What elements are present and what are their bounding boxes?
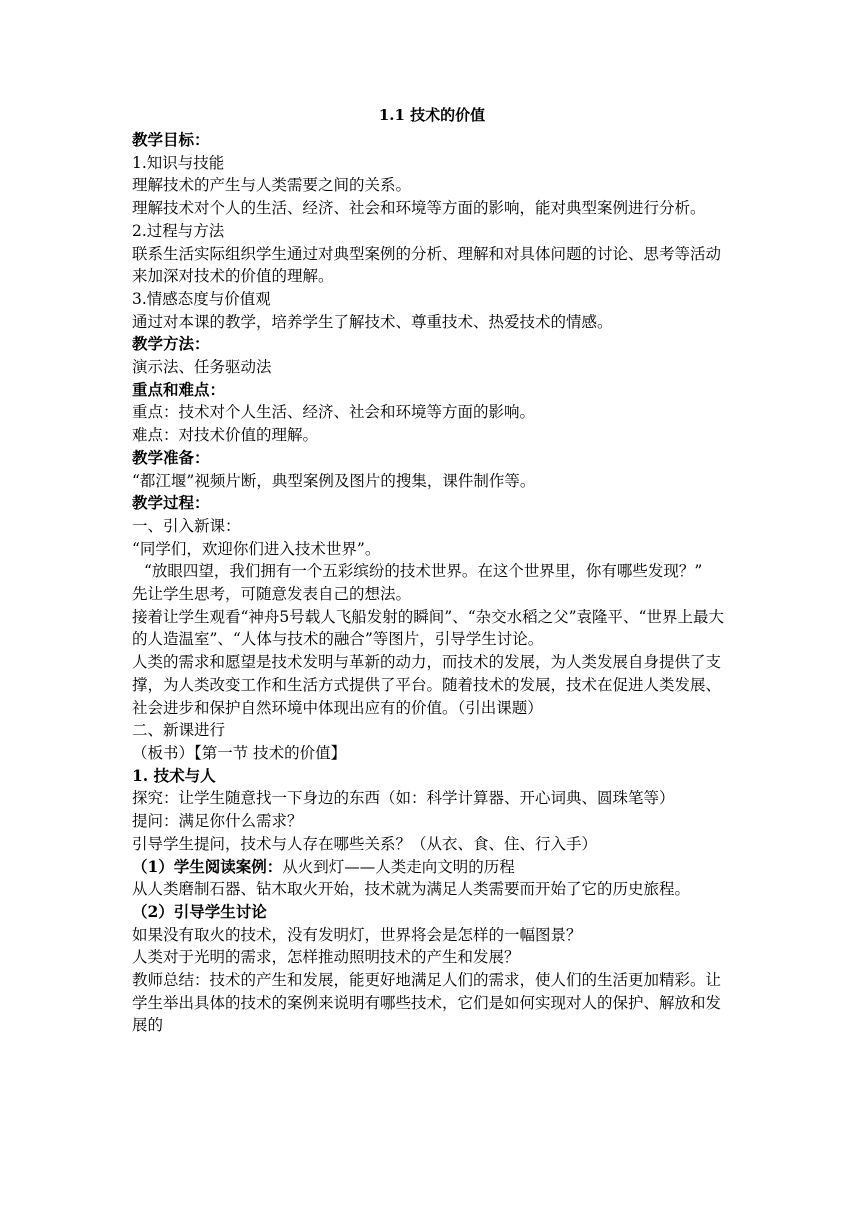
paragraph: 1. 技术与人 xyxy=(132,765,216,785)
paragraph: 教师总结：技术的产生和发展，能更好地满足人们的需求，使人们的生活更加精彩。让学生举出具体的技术的案例来说明有哪些技术，它们是如何实现对人的保护、解放和发展的 xyxy=(132,971,722,1035)
paragraph: 教学准备： xyxy=(132,447,210,467)
paragraph: （2）引导学生讨论 xyxy=(132,901,267,921)
paragraph: 教学方法： xyxy=(132,334,210,354)
paragraph: 从人类磨制石器、钻木取火开始，技术就为满足人类需要而开始了它的历史旅程。 xyxy=(132,880,691,899)
document-title: 1.1 技术的价值 xyxy=(378,106,486,124)
paragraph: 接着让学生观看“神舟5号载人飞船发射的瞬间”、“杂交水稻之父”袁隆平、“世界上最大的人造温室”、“人体与技术的融合”等图片，引导学生讨论。 xyxy=(132,607,724,649)
bold-lead: （1）学生阅读案例： xyxy=(132,856,283,876)
paragraph: 教学过程： xyxy=(132,493,210,513)
paragraph: 2.过程与方法 xyxy=(132,221,225,240)
paragraph: 引导学生提问，技术与人存在哪些关系？（从衣、食、住、行入手） xyxy=(132,834,598,853)
paragraph: 演示法、任务驱动法 xyxy=(132,358,272,377)
paragraph xyxy=(132,856,736,879)
paragraph: “放眼四望，我们拥有一个五彩缤纷的技术世界。在这个世界里，你有哪些发现？” xyxy=(144,562,703,581)
paragraph: 提问：满足你什么需求？ xyxy=(132,812,303,831)
paragraph: 1.知识与技能 xyxy=(132,153,225,172)
paragraph: “都江堰”视频片断，典型案例及图片的搜集，课件制作等。 xyxy=(132,471,536,490)
paragraph: 理解技术对个人的生活、经济、社会和环境等方面的影响，能对典型案例进行分析。 xyxy=(132,199,706,218)
paragraph: 如果没有取火的技术，没有发明灯，世界将会是怎样的一幅图景？ xyxy=(132,925,582,944)
paragraph: （板书）【第一节 技术的价值】 xyxy=(132,743,347,762)
paragraph: 3.情感态度与价值观 xyxy=(132,289,271,308)
paragraph: 一、引入新课： xyxy=(132,516,241,535)
document-body xyxy=(132,129,860,1037)
paragraph: 重点：技术对个人生活、经济、社会和环境等方面的影响。 xyxy=(132,403,536,422)
paragraph: 理解技术的产生与人类需要之间的关系。 xyxy=(132,176,412,195)
paragraph: 先让学生思考，可随意发表自己的想法。 xyxy=(132,585,412,604)
paragraph: 重点和难点： xyxy=(132,379,226,399)
paragraph: “同学们，欢迎你们进入技术世界”。 xyxy=(132,539,381,558)
paragraph: 人类的需求和愿望是技术发明与革新的动力，而技术的发展，为人类发展自身提供了支撑，为人类改变工作和生活方式提供了平台。随着技术的发展，技术在促进人类发展、社会进步和保护自然环境中体现出应有的价值。（引出课题） xyxy=(132,653,722,717)
paragraph-text: 从火到灯——人类走向文明的历程 xyxy=(282,857,515,876)
paragraph: 教学目标： xyxy=(132,130,210,149)
paragraph: 人类对于光明的需求，怎样推动照明技术的产生和发展？ xyxy=(132,948,520,967)
paragraph: 探究：让学生随意找一下身边的东西（如：科学计算器、开心词典、圆珠笔等） xyxy=(132,789,675,808)
paragraph: 联系生活实际组织学生通过对典型案例的分析、理解和对具体问题的讨论、思考等活动来加深对技术的价值的理解。 xyxy=(132,244,722,286)
paragraph: 难点：对技术价值的理解。 xyxy=(132,426,319,445)
paragraph: 通过对本课的教学，培养学生了解技术、尊重技术、热爱技术的情感。 xyxy=(132,312,613,331)
paragraph: 二、新课进行 xyxy=(132,721,226,740)
